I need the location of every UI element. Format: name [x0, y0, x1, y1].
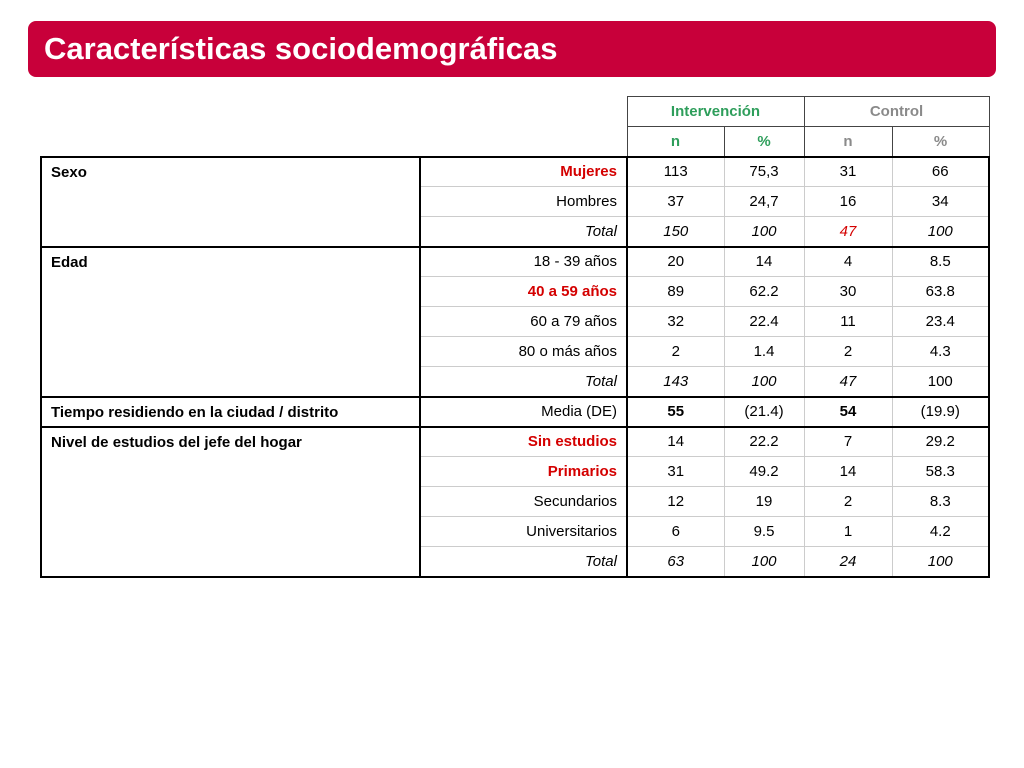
cell: 66	[892, 157, 989, 187]
cell: 1	[804, 517, 892, 547]
header-ctl-pct: %	[892, 127, 989, 157]
cell: 150	[627, 217, 724, 247]
row-label: 18 - 39 años	[420, 247, 627, 277]
cell: 24,7	[724, 187, 804, 217]
cell: 24	[804, 547, 892, 577]
cell: 11	[804, 307, 892, 337]
table-row	[41, 397, 989, 427]
cell: 31	[627, 457, 724, 487]
header-row-groups	[41, 97, 989, 127]
page-title: Características sociodemográficas	[44, 31, 558, 66]
table-row	[41, 157, 989, 187]
cell: 22.4	[724, 307, 804, 337]
cell: 16	[804, 187, 892, 217]
cell: 89	[627, 277, 724, 307]
row-label: 80 o más años	[420, 337, 627, 367]
header-intervencion: Intervención	[627, 97, 804, 127]
header-int-pct: %	[724, 127, 804, 157]
row-label: Primarios	[420, 457, 627, 487]
cell: 14	[724, 247, 804, 277]
cell: 23.4	[892, 307, 989, 337]
row-label: Universitarios	[420, 517, 627, 547]
cell: 19	[724, 487, 804, 517]
row-label: Total	[420, 547, 627, 577]
cell: 2	[627, 337, 724, 367]
sociodemographic-table	[40, 96, 990, 578]
cell: 63	[627, 547, 724, 577]
cell: 100	[724, 547, 804, 577]
title-bar	[28, 21, 996, 77]
cell: 47	[804, 217, 892, 247]
row-label: 40 a 59 años	[420, 277, 627, 307]
group-label-tiempo: Tiempo residiendo en la ciudad / distrito	[41, 397, 420, 427]
cell: 8.5	[892, 247, 989, 277]
cell: 9.5	[724, 517, 804, 547]
header-control: Control	[804, 97, 989, 127]
cell: 100	[724, 367, 804, 397]
cell: 2	[804, 487, 892, 517]
cell: 47	[804, 367, 892, 397]
row-label: Total	[420, 217, 627, 247]
cell: 100	[892, 547, 989, 577]
row-label: 60 a 79 años	[420, 307, 627, 337]
cell: 2	[804, 337, 892, 367]
row-label: Hombres	[420, 187, 627, 217]
cell: 8.3	[892, 487, 989, 517]
cell: 75,3	[724, 157, 804, 187]
row-label: Secundarios	[420, 487, 627, 517]
cell: 100	[724, 217, 804, 247]
cell: 7	[804, 427, 892, 457]
cell: 12	[627, 487, 724, 517]
cell: 30	[804, 277, 892, 307]
cell: 62.2	[724, 277, 804, 307]
cell: 14	[627, 427, 724, 457]
cell: 58.3	[892, 457, 989, 487]
cell: 37	[627, 187, 724, 217]
cell: 20	[627, 247, 724, 277]
table-row	[41, 247, 989, 277]
cell: 6	[627, 517, 724, 547]
cell: 31	[804, 157, 892, 187]
cell: 4.2	[892, 517, 989, 547]
cell: (21.4)	[724, 397, 804, 427]
cell: 29.2	[892, 427, 989, 457]
header-ctl-n: n	[804, 127, 892, 157]
row-label: Mujeres	[420, 157, 627, 187]
cell: 100	[892, 217, 989, 247]
cell: 34	[892, 187, 989, 217]
cell: 22.2	[724, 427, 804, 457]
header-int-n: n	[627, 127, 724, 157]
cell: 100	[892, 367, 989, 397]
cell: 1.4	[724, 337, 804, 367]
cell: 4	[804, 247, 892, 277]
header-row-units	[41, 127, 989, 157]
row-label: Sin estudios	[420, 427, 627, 457]
row-label: Media (DE)	[420, 397, 627, 427]
cell: 143	[627, 367, 724, 397]
cell: 55	[627, 397, 724, 427]
cell: 4.3	[892, 337, 989, 367]
row-label: Total	[420, 367, 627, 397]
cell: 113	[627, 157, 724, 187]
cell: 49.2	[724, 457, 804, 487]
group-label-sexo: Sexo	[41, 157, 420, 247]
group-label-edad: Edad	[41, 247, 420, 397]
group-label-estudios: Nivel de estudios del jefe del hogar	[41, 427, 420, 577]
cell: 14	[804, 457, 892, 487]
cell: 63.8	[892, 277, 989, 307]
cell: (19.9)	[892, 397, 989, 427]
table-row	[41, 427, 989, 457]
cell: 32	[627, 307, 724, 337]
cell: 54	[804, 397, 892, 427]
